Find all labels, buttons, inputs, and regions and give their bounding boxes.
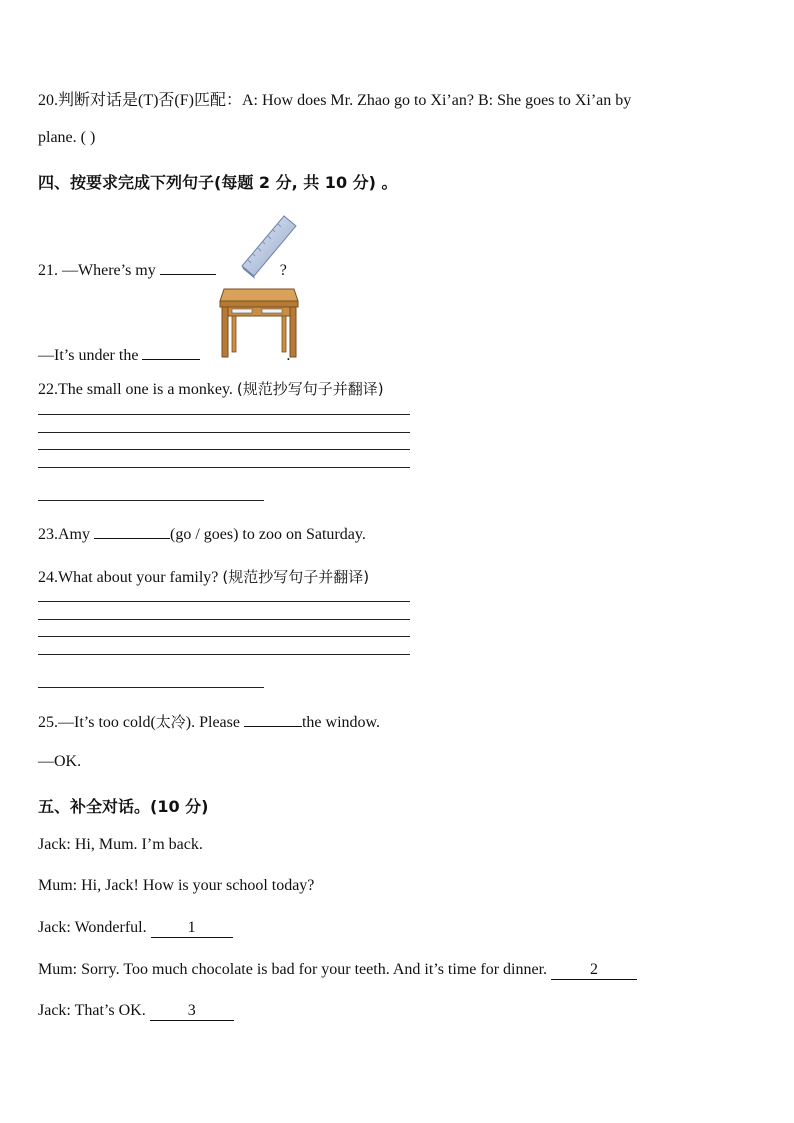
dialogue-line-2: Mum: Hi, Jack! How is your school today?: [38, 877, 315, 894]
q23-line: [38, 524, 366, 544]
q22-translation-line[interactable]: [38, 500, 264, 501]
q25-blank[interactable]: [244, 712, 302, 727]
dialogue-line-4-text: Mum: Sorry. Too much chocolate is bad for your teeth. And it’s time for dinner.: [38, 961, 548, 978]
q20-line1: 20.判断对话是(T)否(F)匹配：A: How does Mr. Zhao go to Xi’an? B: She goes to Xi’an by: [38, 92, 632, 109]
dialogue-blank-1[interactable]: 1: [151, 919, 233, 938]
dialogue-line-1: Jack: Hi, Mum. I’m back.: [38, 836, 203, 853]
q23-blank[interactable]: [94, 524, 170, 539]
q25-cn: 太冷: [155, 713, 186, 731]
q25-prefix: 25.—It’s too cold(: [38, 714, 156, 731]
q22-writing-line-1[interactable]: [38, 414, 410, 415]
q25-answer: —OK.: [38, 753, 82, 770]
q22-writing-line-3[interactable]: [38, 449, 410, 450]
dialogue-line-3: [38, 919, 233, 938]
q24-text: 24.What about your family?: [38, 569, 223, 586]
q24-prompt: [38, 566, 369, 587]
dialogue-line-4: [38, 961, 637, 980]
q24-translation-line[interactable]: [38, 687, 264, 688]
q24-writing-line-3[interactable]: [38, 636, 410, 637]
q24-writing-line-2[interactable]: [38, 619, 410, 620]
q25-suffix: the window.: [301, 714, 381, 731]
q21-blank-1[interactable]: [160, 260, 216, 275]
q23-prefix: 23.Amy: [38, 526, 90, 543]
q21-answer-prefix: —It’s under the: [38, 347, 139, 364]
q21-question-prefix: 21. —Where’s my: [38, 262, 156, 279]
q21-answer-suffix: .: [286, 347, 291, 364]
q23-suffix: (go / goes) to zoo on Saturday.: [170, 526, 366, 543]
ruler-icon: [238, 210, 300, 280]
dialogue-blank-3[interactable]: 3: [150, 1002, 234, 1021]
dialogue-line-5-text: Jack: That’s OK.: [38, 1002, 146, 1019]
dialogue-line-3-text: Jack: Wonderful.: [38, 919, 147, 936]
desk-icon: [218, 285, 300, 359]
q22-writing-line-4[interactable]: [38, 467, 410, 468]
q22-text: 22.The small one is a monkey.: [38, 381, 237, 398]
section4-heading: 四、按要求完成下列句子(每题 2 分, 共 10 分) 。: [38, 173, 398, 192]
q21-question-suffix: ?: [279, 262, 287, 279]
q25-line: [38, 711, 380, 732]
q25-mid: ). Please: [185, 714, 240, 731]
q22-writing-line-2[interactable]: [38, 432, 410, 433]
q22-prompt: [38, 378, 384, 399]
q21-blank-2[interactable]: [142, 345, 200, 360]
dialogue-line-5: [38, 1002, 234, 1021]
q24-hint: (规范抄写句子并翻译): [222, 568, 370, 586]
dialogue-blank-2[interactable]: 2: [551, 961, 637, 980]
q20-line2: plane. ( ): [38, 129, 96, 146]
section5-heading: 五、补全对话。(10 分): [38, 797, 209, 816]
q24-writing-line-4[interactable]: [38, 654, 410, 655]
q24-writing-line-1[interactable]: [38, 601, 410, 602]
q22-hint: (规范抄写句子并翻译): [236, 380, 384, 398]
